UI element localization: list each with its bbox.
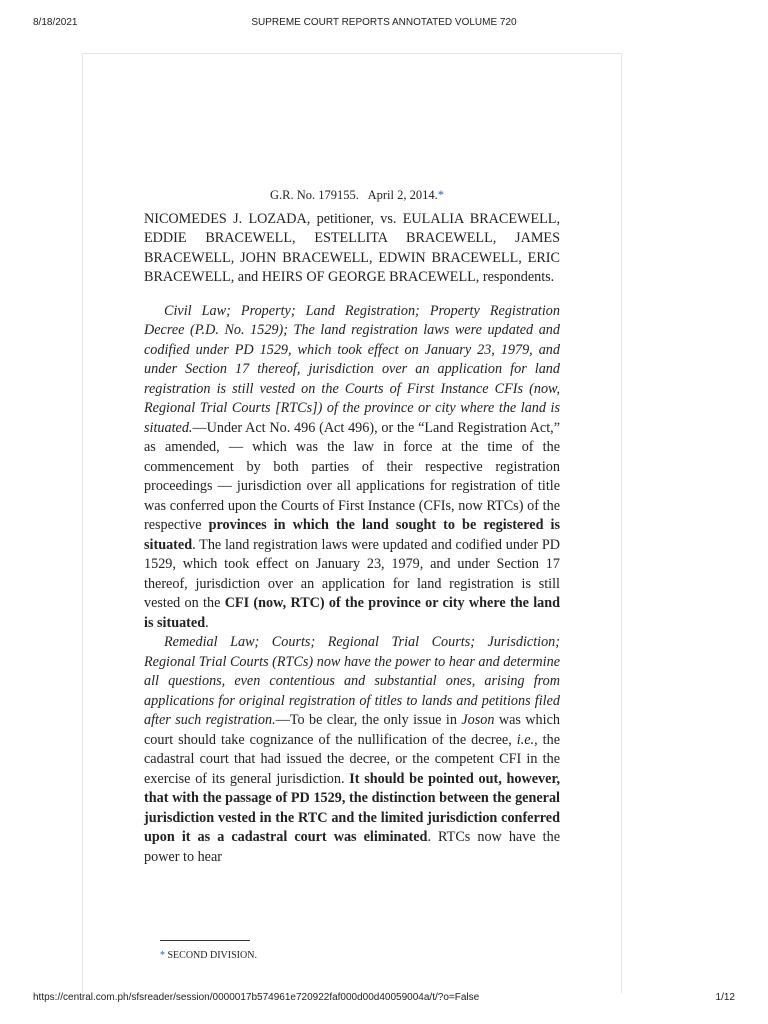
syllabus-paragraph-2 [144, 633, 560, 867]
syllabus-paragraph-1 [144, 302, 560, 634]
syllabus-1-headnote: Civil Law; Property; Land Registration; Property Registration Decree (P.D. No. 1529); The land registration laws were updated and codified under PD 1529, which took effect on January 23, 1979, and under Section 17 thereof, jurisdiction over an application for land registration is still vested on the Courts of First Instance CFIs (now, Regional Trial Courts [RTCs]) of the province or city where the land is situated. [144, 302, 560, 436]
syllabus-2-text-c: , the cadastral court that had issued the decree, or the competent CFI in the exercise of its general jurisdiction. [144, 731, 560, 787]
case-heading [144, 186, 560, 206]
print-url: https://central.com.ph/sfsreader/session/0000017b574961e720922faf000d00d40059004a/t/?o=False [33, 992, 480, 1003]
print-footer [0, 992, 768, 1006]
syllabus-1-text-b: . The land registration laws were updated and codified under PD 1529, which took effect on January 23, 1979, and under Section 17 thereof, jurisdiction over an application for land registration is still vested on the [144, 536, 560, 611]
print-title: SUPREME COURT REPORTS ANNOTATED VOLUME 720 [251, 17, 517, 28]
syllabus-2-text-a: —To be clear, the only issue in [275, 712, 462, 728]
footnote-text: SECOND DIVISION. [167, 950, 257, 961]
footnote [160, 950, 257, 961]
footnote-marker: * [160, 950, 165, 961]
syllabus-2-headnote: Remedial Law; Courts; Regional Trial Courts; Jurisdiction; Regional Trial Courts (RTCs) now have the power to hear and determine all questions, even contentious and substantial ones, arising from applications for original registration of titles to lands and petitions filed after such registration. [144, 634, 560, 728]
footnote-link[interactable]: * [437, 188, 444, 202]
gr-number: G.R. No. 179155. [270, 188, 359, 202]
print-page-number: 1/12 [715, 992, 735, 1003]
syllabus-2-text-d: . RTCs now have the power to hear [144, 829, 561, 865]
syllabus-2-bold: It should be pointed out, however, that with the passage of PD 1529, the distinction between the general jurisdiction vested in the RTC and the limited jurisdiction conferred upon it as a cadastral court was eliminated [144, 770, 560, 845]
syllabus-1-bold-a: provinces in which the land sought to be registered is situated [144, 517, 561, 553]
case-date: April 2, 2014. [367, 188, 438, 202]
print-date: 8/18/2021 [33, 17, 78, 28]
case-document [144, 186, 560, 867]
syllabus-2-ie: i.e. [516, 731, 535, 748]
syllabus-1-text-a: —Under Act No. 496 (Act 496), or the “Land Registration Act,” as amended, — which was the law in force at the time of the commencement by both parties of their respective registration proceedings — jurisdiction over all applications for registration of title was conferred upon the Courts of First Instance (CFIs, now RTCs) of the respective [144, 419, 560, 533]
footnote-divider [160, 940, 250, 941]
syllabus-1-bold-b: CFI (now, RTC) of the province or city where the land is situated [144, 595, 561, 631]
syllabus-2-case-name: Joson [461, 712, 495, 728]
print-header [0, 17, 768, 31]
syllabus-2-text-b: was which court should take cognizance of the nullification of the decree, [144, 712, 560, 748]
syllabus-1-text-c: . [205, 614, 209, 631]
case-parties: NICOMEDES J. LOZADA, petitioner, vs. EULALIA BRACEWELL, EDDIE BRACEWELL, ESTELLITA BRACEWELL, JAMES BRACEWELL, JOHN BRACEWELL, EDWIN BRACEWELL, ERIC BRACEWELL, and HEIRS OF GEORGE BRACEWELL, respondents. [144, 210, 560, 285]
